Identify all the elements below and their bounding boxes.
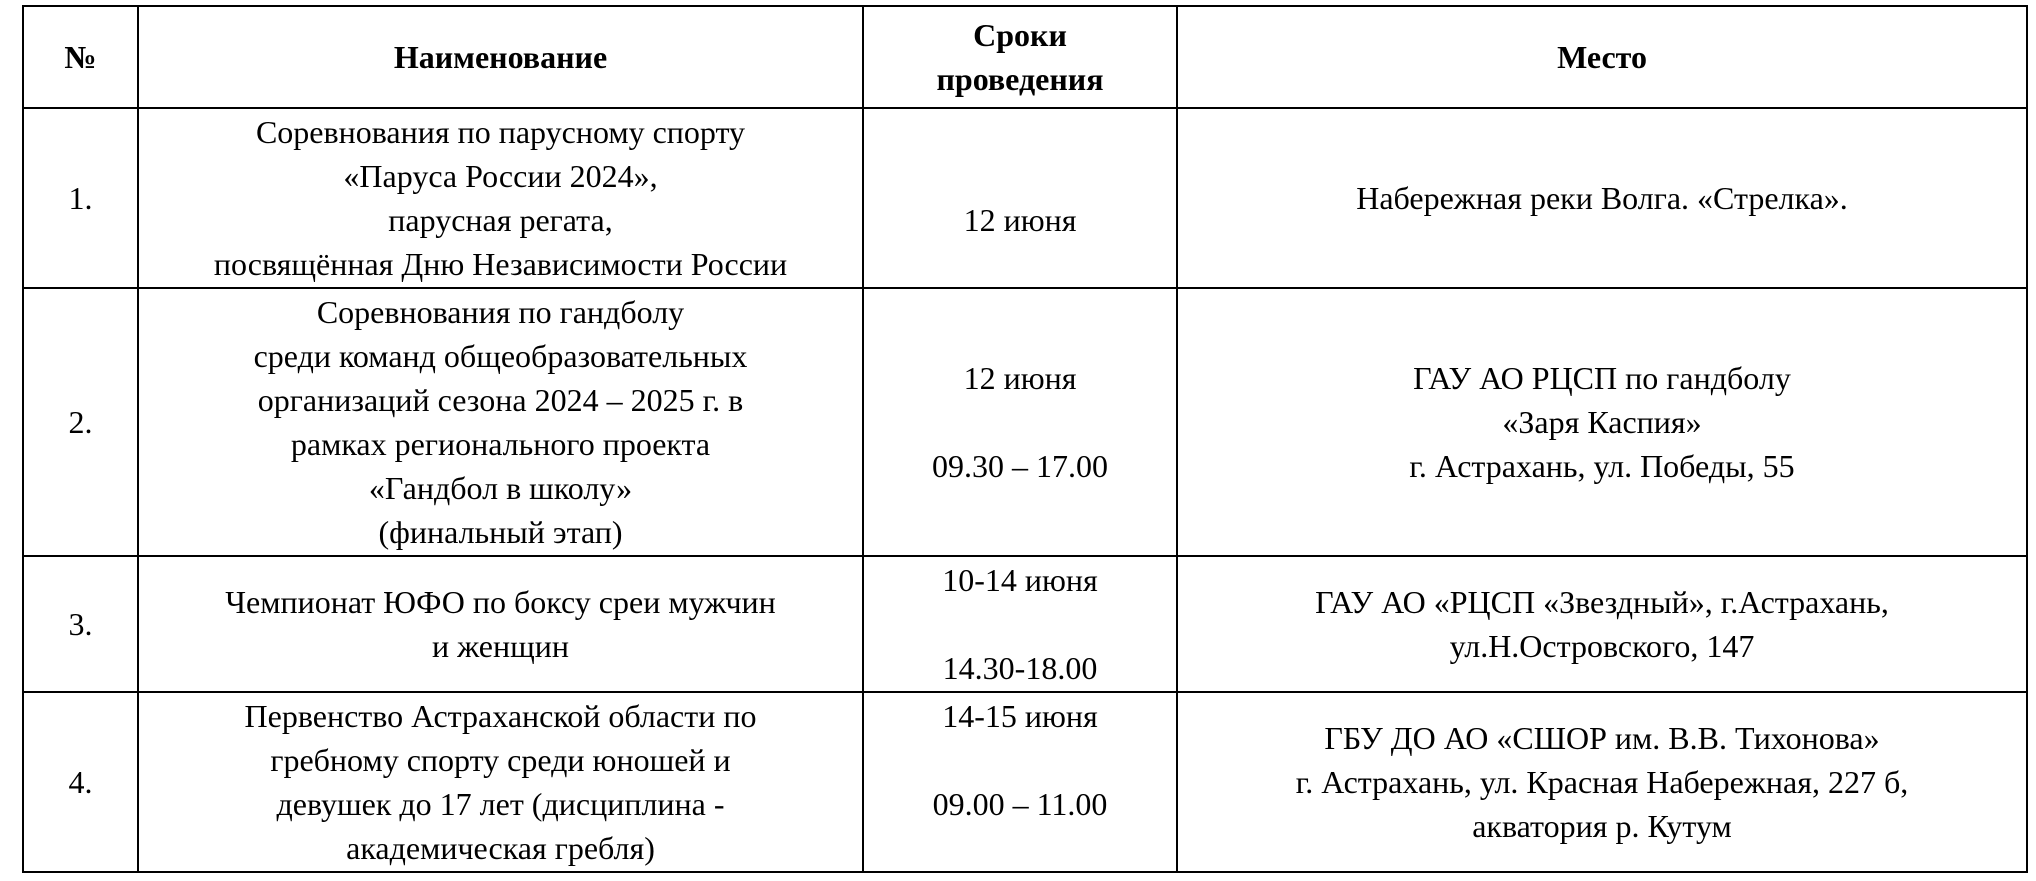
event-dates: 12 июня xyxy=(863,108,1177,288)
event-name: Соревнования по парусному спорту «Паруса России 2024», парусная регата, посвящённая Дню Независимости России xyxy=(138,108,863,288)
event-dates: 14-15 июня 09.00 – 11.00 xyxy=(863,692,1177,872)
event-place: ГАУ АО «РЦСП «Звездный», г.Астрахань, ул.Н.Островского, 147 xyxy=(1177,556,2027,692)
event-name: Чемпионат ЮФО по боксу среи мужчин и женщин xyxy=(138,556,863,692)
event-place: Набережная реки Волга. «Стрелка». xyxy=(1177,108,2027,288)
header-number: № xyxy=(23,6,138,108)
header-dates: Сроки проведения xyxy=(863,6,1177,108)
event-place: ГБУ ДО АО «СШОР им. В.В. Тихонова» г. Астрахань, ул. Красная Набережная, 227 б, акватория р. Кутум xyxy=(1177,692,2027,872)
event-name: Первенство Астраханской области по гребному спорту среди юношей и девушек до 17 лет (дисциплина - академическая гребля) xyxy=(138,692,863,872)
table-row xyxy=(23,288,2027,556)
header-place: Место xyxy=(1177,6,2027,108)
table-row xyxy=(23,556,2027,692)
table-row xyxy=(23,692,2027,872)
row-number: 2. xyxy=(23,288,138,556)
row-number: 1. xyxy=(23,108,138,288)
event-name: Соревнования по гандболу среди команд общеобразовательных организаций сезона 2024 – 2025 г. в рамках регионального проекта «Гандбол в школу» (финальный этап) xyxy=(138,288,863,556)
header-name: Наименование xyxy=(138,6,863,108)
event-dates: 10-14 июня 14.30-18.00 xyxy=(863,556,1177,692)
event-dates: 12 июня 09.30 – 17.00 xyxy=(863,288,1177,556)
row-number: 4. xyxy=(23,692,138,872)
table-header-row xyxy=(23,6,2027,108)
event-place: ГАУ АО РЦСП по гандболу «Заря Каспия» г. Астрахань, ул. Победы, 55 xyxy=(1177,288,2027,556)
events-table xyxy=(22,5,2028,873)
row-number: 3. xyxy=(23,556,138,692)
table-row xyxy=(23,108,2027,288)
